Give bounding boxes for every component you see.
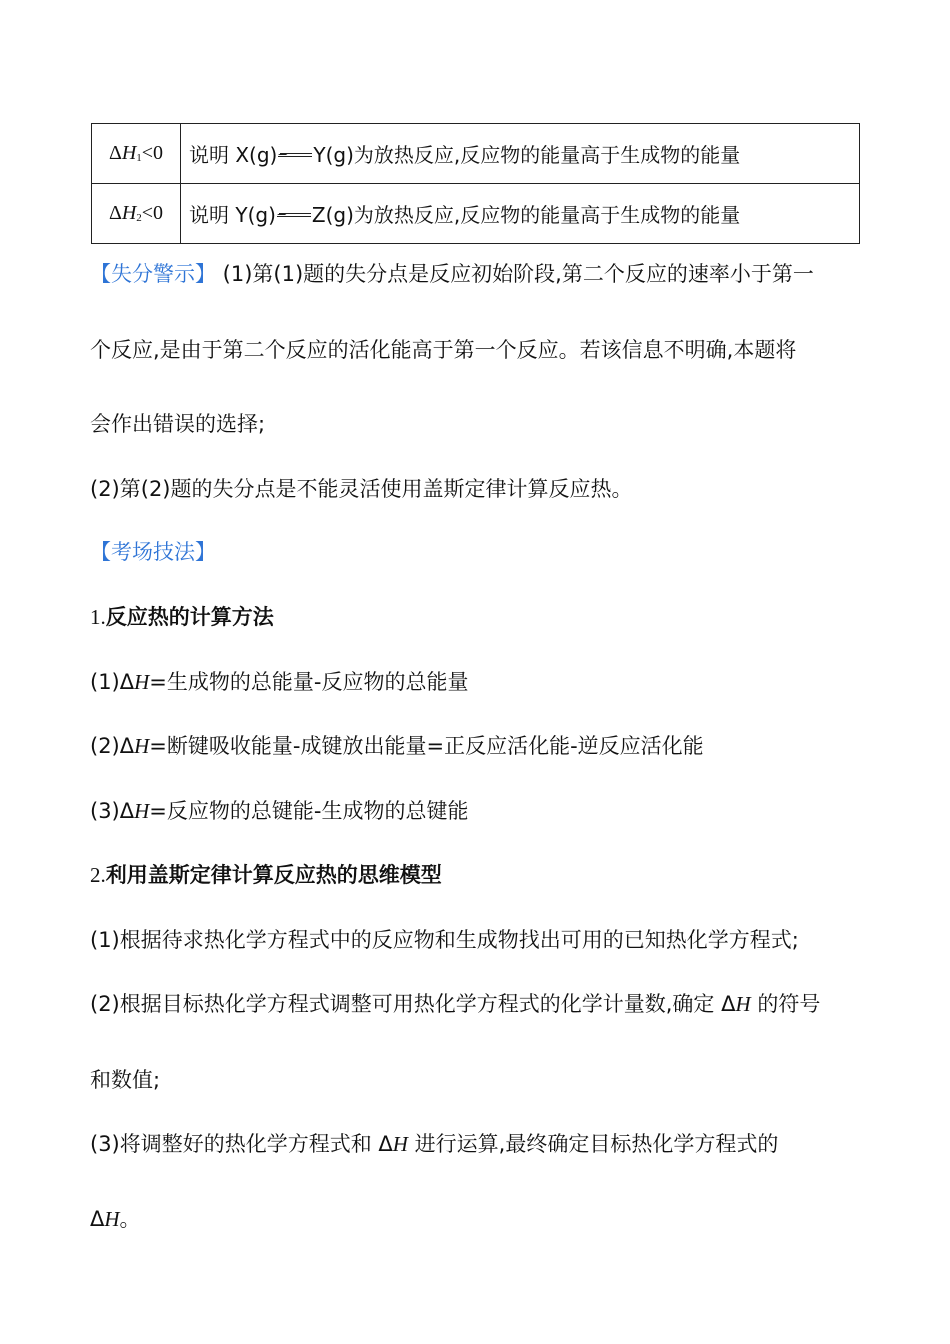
subscript: 2 — [136, 212, 142, 224]
table-row — [92, 124, 860, 184]
step-text: 进行运算,最终确定目标热化学方程式的 — [407, 1132, 779, 1156]
punctuation: 。 — [119, 1207, 141, 1231]
section-number: 1. — [90, 605, 106, 629]
section-number: 2. — [90, 863, 106, 887]
table-key-cell — [92, 124, 181, 184]
formula-text: =断键吸收能量-成键放出能量=正反应活化能-逆反应活化能 — [149, 734, 704, 758]
section-title: 反应热的计算方法 — [105, 605, 274, 629]
cell-text-b: Y(g)为放热反应,反应物的能量高于生成物的能量 — [313, 143, 741, 167]
key-suffix: <0 — [141, 142, 164, 164]
var-h: H — [121, 202, 137, 224]
technique-label: 【考场技法】 — [90, 540, 216, 564]
section-title: 利用盖斯定律计算反应热的思维模型 — [105, 863, 442, 887]
delta-symbol: Δ — [108, 202, 122, 224]
formula-prefix: (3)Δ — [90, 799, 135, 823]
var-h: H — [104, 1207, 120, 1231]
equilibrium-arrow-icon — [278, 150, 312, 160]
step-2 — [90, 988, 820, 1018]
var-h: H — [735, 992, 751, 1016]
warning-text: (1)第(1)题的失分点是反应初始阶段,第二个反应的速率小于第一 — [216, 262, 814, 286]
table-value-cell — [181, 124, 860, 184]
warning-line-1 — [90, 258, 814, 288]
var-h: H — [134, 670, 150, 694]
formula-3 — [90, 795, 468, 825]
key-suffix: <0 — [141, 202, 164, 224]
table-row — [92, 184, 860, 244]
formula-1 — [90, 666, 468, 696]
section-1-heading — [90, 601, 274, 631]
table-key-cell — [92, 184, 181, 244]
step-2-line-2: 和数值; — [90, 1068, 161, 1092]
cell-text-b: Z(g)为放热反应,反应物的能量高于生成物的能量 — [311, 203, 741, 227]
delta-symbol: Δ — [90, 1207, 105, 1231]
table-value-cell — [181, 184, 860, 244]
step-text: (3)将调整好的热化学方程式和 Δ — [90, 1132, 393, 1156]
subscript: 1 — [136, 152, 142, 164]
cell-text-a: 说明 Y(g) — [189, 203, 276, 227]
section-2-heading — [90, 859, 442, 889]
thermo-table — [91, 123, 860, 244]
formula-2 — [90, 730, 704, 760]
cell-text-a: 说明 X(g) — [189, 143, 278, 167]
warning-label: 【失分警示】 — [90, 262, 216, 286]
var-h: H — [134, 734, 150, 758]
step-3 — [90, 1128, 778, 1158]
formula-text: =反应物的总键能-生成物的总键能 — [149, 799, 469, 823]
warning-line-2: 个反应,是由于第二个反应的活化能高于第一个反应。若该信息不明确,本题将 — [90, 338, 797, 362]
var-h: H — [121, 142, 137, 164]
warning-line-4: (2)第(2)题的失分点是不能灵活使用盖斯定律计算反应热。 — [90, 477, 633, 501]
equilibrium-arrow-icon — [277, 210, 311, 220]
step-text: 的符号 — [750, 992, 821, 1016]
var-h: H — [134, 799, 150, 823]
step-3-line-2 — [90, 1203, 141, 1233]
warning-line-3: 会作出错误的选择; — [90, 412, 266, 436]
formula-prefix: (2)Δ — [90, 734, 135, 758]
step-1: (1)根据待求热化学方程式中的反应物和生成物找出可用的已知热化学方程式; — [90, 928, 799, 952]
formula-text: =生成物的总能量-反应物的总能量 — [149, 670, 469, 694]
formula-prefix: (1)Δ — [90, 670, 135, 694]
delta-symbol: Δ — [108, 142, 122, 164]
var-h: H — [392, 1132, 408, 1156]
step-text: (2)根据目标热化学方程式调整可用热化学方程式的化学计量数,确定 Δ — [90, 992, 736, 1016]
